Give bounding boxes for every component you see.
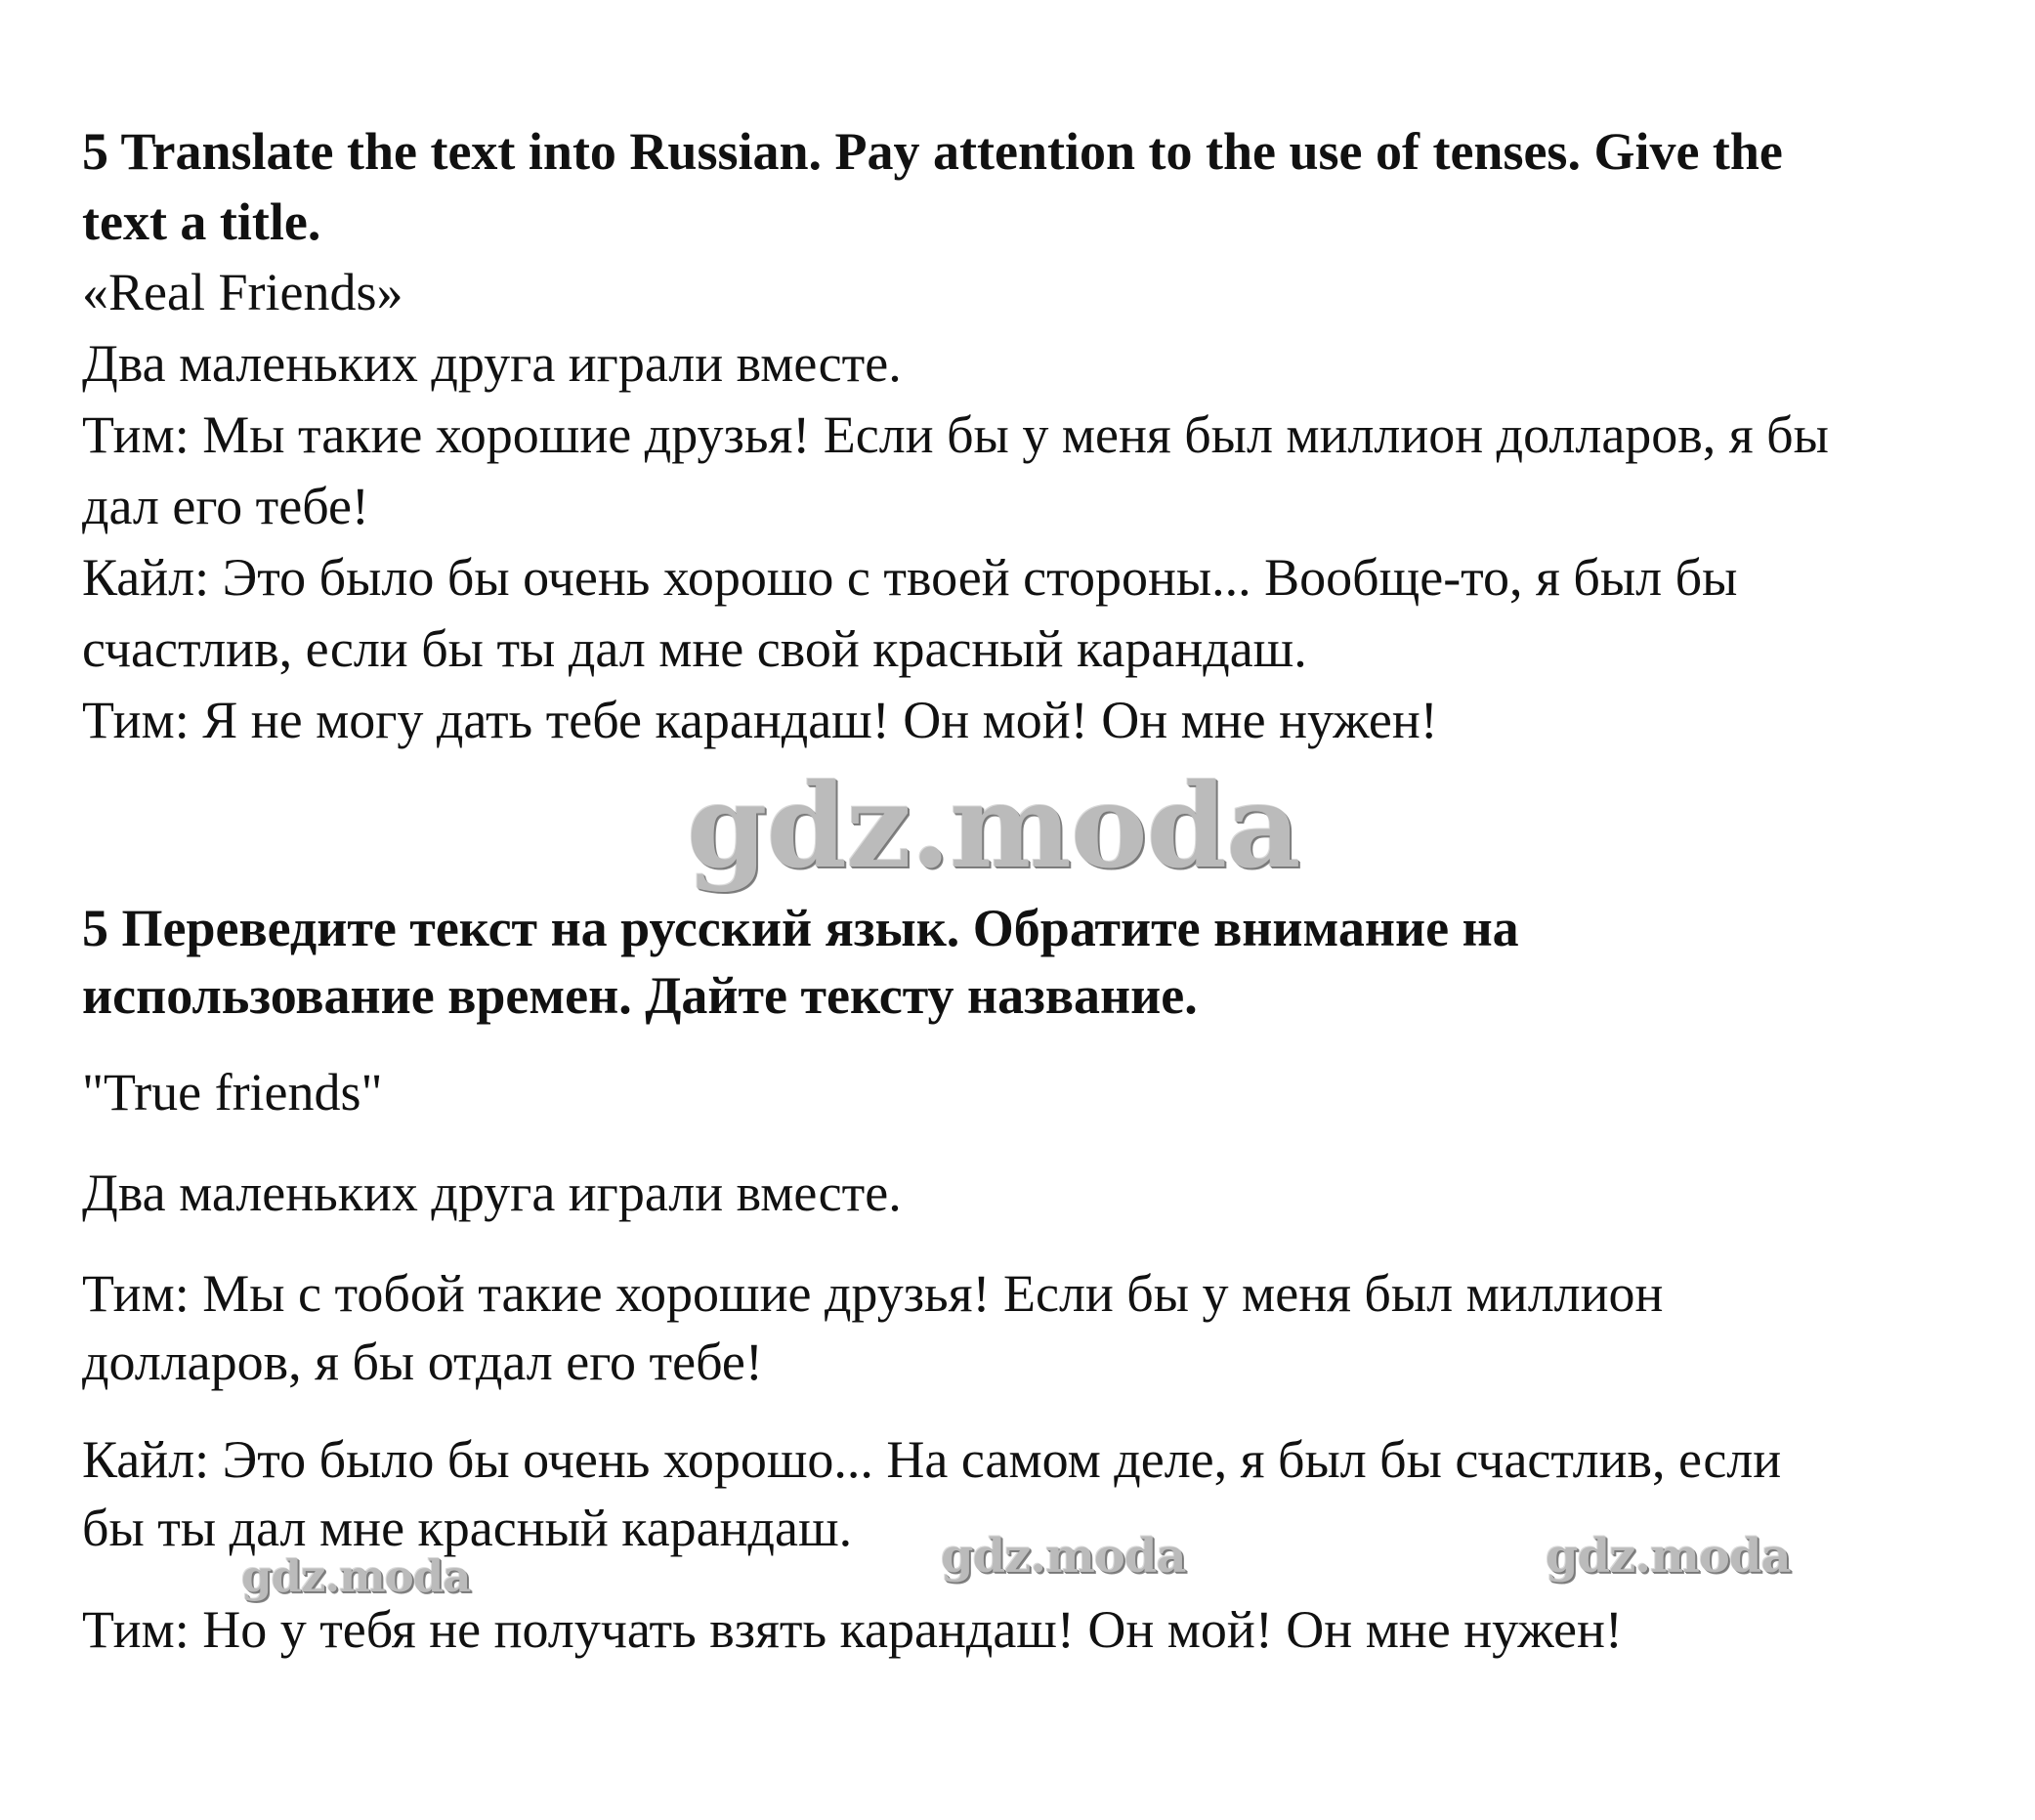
russian-task-heading-line-2: использование времен. Дайте тексту название. [82,966,1198,1025]
english-text-title: «Real Friends» [82,263,403,321]
russian-task-heading-line-1: 5 Переведите текст на русский язык. Обратите внимание на [82,899,1519,957]
russian-text-paragraph-1: Два маленьких друга играли вместе. [82,1164,902,1222]
english-text-line-5: счастлив, если бы ты дал мне свой красный карандаш. [82,619,1307,678]
russian-text-paragraph-3-line-1: Кайл: Это было бы очень хорошо... На самом деле, я был бы счастлив, если [82,1430,1782,1489]
gdz-watermark-small-center: gdz.moda [941,1529,1186,1584]
english-text-line-4: Кайл: Это было бы очень хорошо с твоей стороны... Вообще-то, я был бы [82,548,1738,607]
english-text-line-3: дал его тебе! [82,477,369,535]
russian-text-paragraph-4: Тим: Но у тебя не получать взять карандаш! Он мой! Он мне нужен! [82,1600,1623,1659]
english-task-heading-line-1: 5 Translate the text into Russian. Pay attention to the use of tenses. Give the [82,122,1783,181]
russian-text-title: "True friends" [82,1063,383,1122]
russian-text-paragraph-2-line-2: долларов, я бы отдал его тебе! [82,1333,763,1391]
russian-text-paragraph-3-line-2: бы ты дал мне красный карандаш. [82,1499,853,1557]
gdz-watermark-small-right: gdz.moda [1546,1529,1791,1584]
english-text-line-1: Два маленьких друга играли вместе. [82,334,902,393]
english-text-line-6: Тим: Я не могу дать тебе карандаш! Он мой! Он мне нужен! [82,691,1438,749]
english-text-line-2: Тим: Мы такие хорошие друзья! Если бы у меня был миллион долларов, я бы [82,405,1829,464]
russian-text-paragraph-2-line-1: Тим: Мы с тобой такие хорошие друзья! Если бы у меня был миллион [82,1264,1664,1323]
gdz-watermark-large: gdz.moda [687,758,1300,894]
gdz-watermark-small-left: gdz.moda [241,1550,471,1602]
english-task-heading-line-2: text a title. [82,192,321,251]
